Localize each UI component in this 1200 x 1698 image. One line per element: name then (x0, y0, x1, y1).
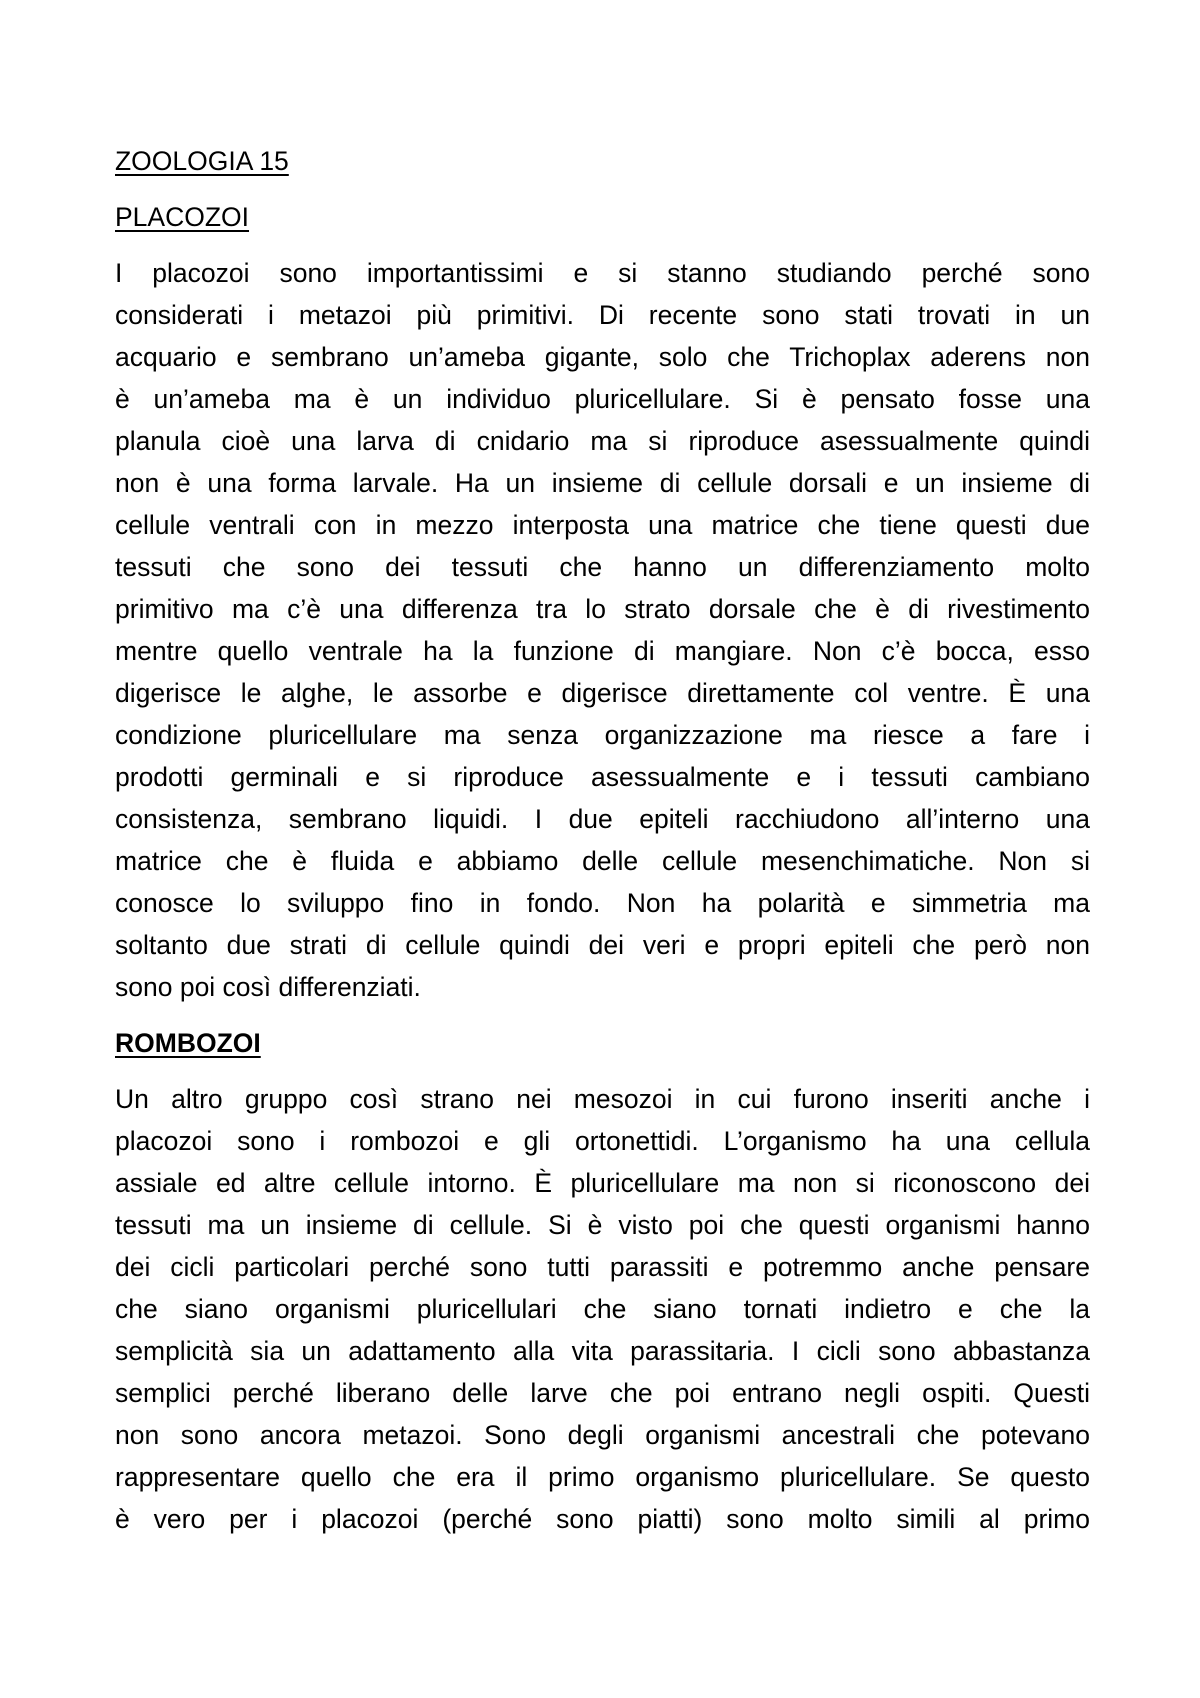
section-heading-rombozoi: ROMBOZOI (115, 1028, 261, 1058)
text-line: considerati i metazoi più primitivi. Di recente sono stati trovati in un (115, 300, 1090, 330)
text-line: consistenza, sembrano liquidi. I due epiteli racchiudono all’interno una (115, 804, 1090, 834)
text-line: semplicità sia un adattamento alla vita parassitaria. I cicli sono abbastanza (115, 1336, 1090, 1366)
text-line: planula cioè una larva di cnidario ma si riproduce asessualmente quindi (115, 426, 1090, 456)
text-line: è un’ameba ma è un individuo pluricellulare. Si è pensato fosse una (115, 384, 1090, 414)
text-line: primitivo ma c’è una differenza tra lo strato dorsale che è di rivestimento (115, 594, 1090, 624)
text-line: rappresentare quello che era il primo organismo pluricellulare. Se questo (115, 1462, 1090, 1492)
document-page (115, 140, 1090, 1554)
text-line: tessuti che sono dei tessuti che hanno un differenziamento molto (115, 552, 1090, 582)
text-line: Un altro gruppo così strano nei mesozoi in cui furono inseriti anche i (115, 1084, 1090, 1114)
text-line: soltanto due strati di cellule quindi dei veri e propri epiteli che però non (115, 930, 1090, 960)
text-line: non sono ancora metazoi. Sono degli organismi ancestrali che potevano (115, 1420, 1090, 1450)
text-line: non è una forma larvale. Ha un insieme di cellule dorsali e un insieme di (115, 468, 1090, 498)
text-line: mentre quello ventrale ha la funzione di mangiare. Non c’è bocca, esso (115, 636, 1090, 666)
text-line: acquario e sembrano un’ameba gigante, solo che Trichoplax aderens non (115, 342, 1090, 372)
text-line: dei cicli particolari perché sono tutti parassiti e potremmo anche pensare (115, 1252, 1090, 1282)
paragraph-rombozoi (115, 1078, 1090, 1540)
text-line: conosce lo sviluppo fino in fondo. Non ha polarità e simmetria ma (115, 888, 1090, 918)
text-line: assiale ed altre cellule intorno. È pluricellulare ma non si riconoscono dei (115, 1168, 1090, 1198)
text-line: matrice che è fluida e abbiamo delle cellule mesenchimatiche. Non si (115, 846, 1090, 876)
text-line: placozoi sono i rombozoi e gli ortonettidi. L’organismo ha una cellula (115, 1126, 1090, 1156)
text-line: che siano organismi pluricellulari che siano tornati indietro e che la (115, 1294, 1090, 1324)
text-line: è vero per i placozoi (perché sono piatti) sono molto simili al primo (115, 1504, 1090, 1534)
text-line: digerisce le alghe, le assorbe e digerisce direttamente col ventre. È una (115, 678, 1090, 708)
text-line: sono poi così differenziati. (115, 972, 421, 1002)
text-line: tessuti ma un insieme di cellule. Si è visto poi che questi organismi hanno (115, 1210, 1090, 1240)
text-line: condizione pluricellulare ma senza organizzazione ma riesce a fare i (115, 720, 1090, 750)
paragraph-placozoi (115, 252, 1090, 1008)
text-line: cellule ventrali con in mezzo interposta una matrice che tiene questi due (115, 510, 1090, 540)
document-title: ZOOLOGIA 15 (115, 146, 289, 176)
text-line: I placozoi sono importantissimi e si stanno studiando perché sono (115, 258, 1090, 288)
section-heading-placozoi: PLACOZOI (115, 202, 250, 232)
text-line: prodotti germinali e si riproduce asessualmente e i tessuti cambiano (115, 762, 1090, 792)
text-line: semplici perché liberano delle larve che poi entrano negli ospiti. Questi (115, 1378, 1090, 1408)
